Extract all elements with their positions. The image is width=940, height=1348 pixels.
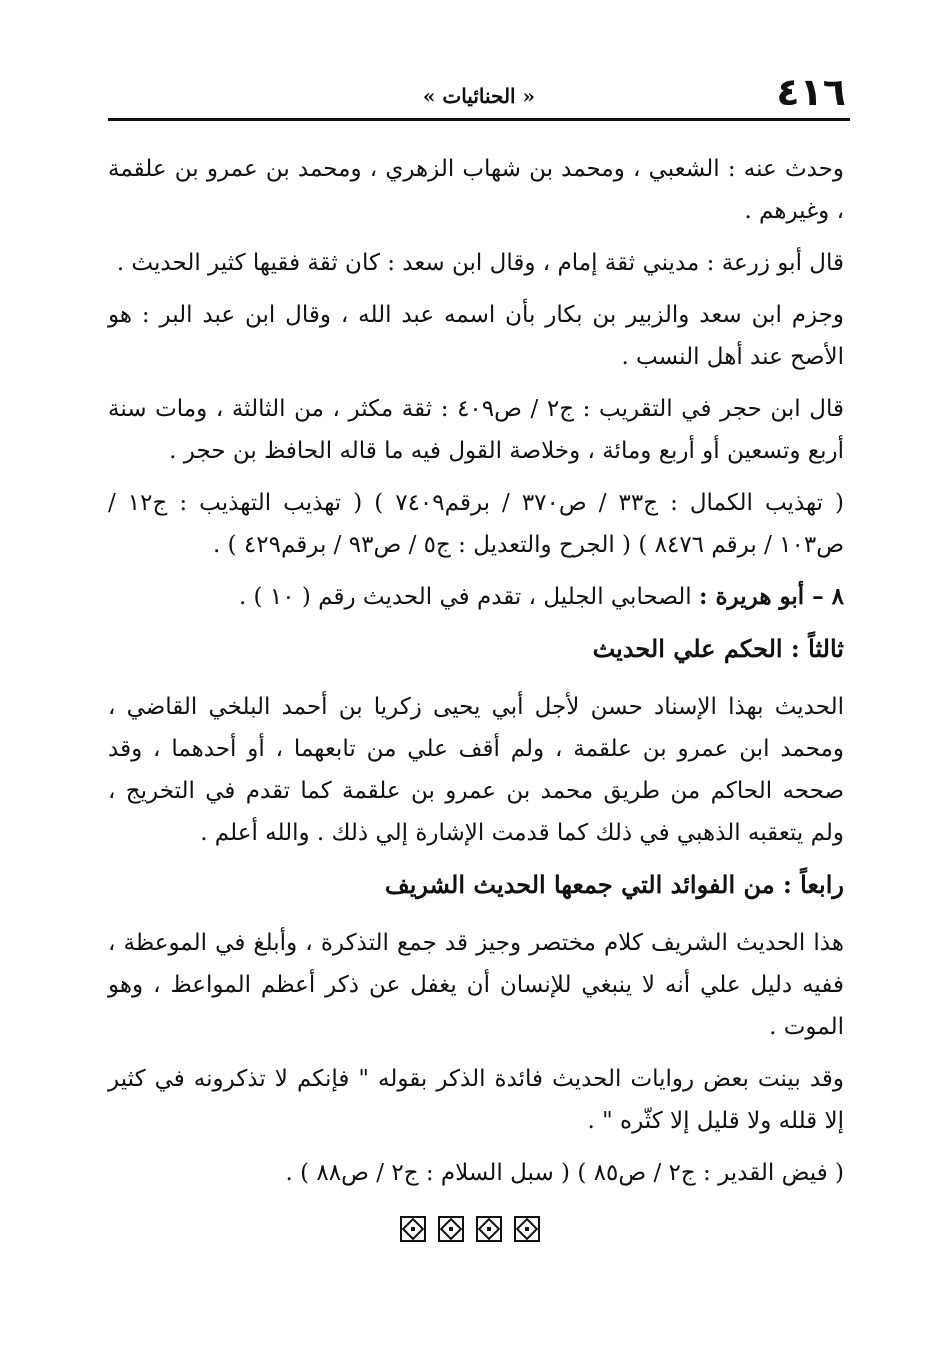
page-body	[108, 148, 844, 1204]
paragraph-abu-zura: قال أبو زرعة : مديني ثقة إمام ، وقال ابن سعد : كان ثقة فقيها كثير الحديث .	[116, 250, 844, 276]
paragraph-benefit-1: هذا الحديث الشريف كلام مختصر وجيز قد جمع التذكرة ، وأبلغ في الموعظة ، ففيه دليل علي أنه لا ينبغي للإنسان أن يغفل عن ذكر أعظم المواعظ ، وهو الموت .	[108, 930, 844, 1040]
paragraph-benefit-2: وقد بينت بعض روايات الحديث فائدة الذكر بقوله " فإنكم لا تذكرونه في كثير إلا قلله ولا قليل إلا كثّره " .	[108, 1066, 844, 1134]
running-title: « الحنائيات »	[422, 84, 536, 108]
paragraph-name-note: وجزم ابن سعد والزبير بن بكار بأن اسمه عبد الله ، وقال ابن عبد البر : هو الأصح عند أهل النسب .	[108, 302, 844, 370]
paragraph-references: ( تهذيب الكمال : ج٣٣ / ص٣٧٠ / برقم٧٤٠٩ ) ( تهذيب التهذيب : ج١٢ / ص١٠٣ / برقم ٨٤٧٦ ) ( الجرح والتعديل : ج٥ / ص٩٣ / برقم٤٢٩ ) .	[108, 490, 845, 558]
paragraph-ruling: الحديث بهذا الإسناد حسن لأجل أبي يحيى زكريا بن أحمد البلخي القاضي ، ومحمد ابن عمرو بن علقمة ، ولم أقف علي من تابعهما ، أو أحدهما ، وقد صححه الحاكم من طريق محمد بن عمرو بن علقمة كما تقدم في التخريج ، ولم يتعقبه الذهبي في ذلك كما قدمت الإشارة إلي ذلك . والله أعلم .	[108, 694, 844, 846]
item-text: الصحابي الجليل ، تقدم في الحديث رقم ( ١٠ ) .	[238, 584, 699, 610]
paragraph-abu-hurayra	[108, 576, 844, 618]
section-heading-ruling: ثالثاً : الحكم علي الحديث	[592, 634, 844, 663]
ornament-icon	[400, 1216, 426, 1242]
ornament-icon	[514, 1216, 540, 1242]
ornament-icon	[476, 1216, 502, 1242]
end-ornaments	[0, 1216, 940, 1250]
section-heading-benefits: رابعاً : من الفوائد التي جمعها الحديث الشريف	[384, 870, 844, 899]
paragraph-sources: ( فيض القدير : ج٢ / ص٨٥ ) ( سبل السلام : ج٢ / ص٨٨ ) .	[285, 1160, 844, 1186]
item-label: ٨ – أبو هريرة :	[698, 583, 844, 610]
paragraph-ibn-hajar: قال ابن حجر في التقريب : ج٢ / ص٤٠٩ : ثقة مكثر ، من الثالثة ، ومات سنة أربع وتسعين أو أربع ومائة ، وخلاصة القول فيه ما قاله الحافظ بن حجر .	[108, 396, 844, 464]
page-number: ٤١٦	[776, 70, 846, 114]
ornament-icon	[438, 1216, 464, 1242]
paragraph-narrators: وحدث عنه : الشعبي ، ومحمد بن شهاب الزهري ، ومحمد بن عمرو بن علقمة ، وغيرهم .	[108, 156, 844, 224]
header-divider	[108, 118, 850, 121]
page-header	[108, 70, 850, 118]
